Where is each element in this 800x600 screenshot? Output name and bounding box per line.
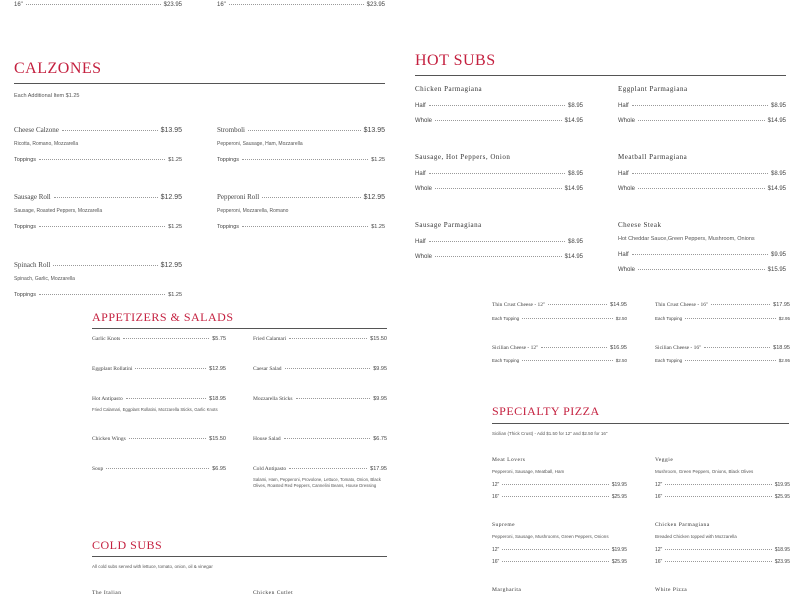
menu-item: Caesar Salad $9.95 (253, 366, 387, 372)
top-right-row (217, 2, 385, 8)
menu-item (14, 126, 182, 134)
calzones-note: Each Additional Item $1.25 (14, 93, 80, 99)
menu-item: Sicilian Cheese - 12" $16.95 (492, 345, 627, 351)
item-name: Veggie (655, 457, 674, 463)
section-title-cold-subs: COLD SUBS (92, 538, 163, 552)
item-name: Meat Lovers (492, 457, 526, 463)
size-label: 16" (217, 2, 226, 8)
topping-row: Toppings $1.25 (217, 157, 385, 163)
item-name: The Italian (92, 590, 122, 596)
divider (415, 75, 786, 76)
size-row: 12" $19.95 (655, 482, 790, 488)
item-description: Breaded Chicken topped with Mozzarella (655, 534, 737, 539)
item-name: Supreme (492, 522, 516, 528)
price: $23.95 (366, 2, 385, 8)
item-description: Fried Calamari, Eggplant Rollatini, Mozzarella Sticks, Garlic Knots (92, 407, 218, 412)
size-row: 16" $25.95 (655, 494, 790, 500)
item-description: Hot Cheddar Sauce,Green Peppers, Mushroom, Onions (618, 236, 755, 242)
item-name: Sausage Roll (14, 193, 51, 201)
item-price: $13.95 (363, 127, 385, 134)
divider (92, 556, 387, 557)
size-row: 16" $25.95 (492, 494, 627, 500)
item-name: Sausage, Hot Peppers, Onion (415, 153, 511, 161)
menu-item: Chicken Wings $15.50 (92, 436, 226, 442)
topping-row: Toppings $1.25 (217, 224, 385, 230)
whole-row: Whole $14.95 (415, 186, 583, 192)
item-name: Margharita (492, 587, 522, 593)
size-row: 16" $25.95 (492, 559, 627, 565)
divider (14, 83, 385, 84)
topping-row: Toppings $1.25 (14, 292, 182, 298)
divider (92, 328, 387, 329)
divider (492, 423, 789, 424)
topping-row: Each Topping $2.95 (655, 358, 790, 363)
topping-row: Each Topping $2.95 (655, 316, 790, 321)
menu-item (217, 126, 385, 134)
size-label: 16" (14, 2, 23, 8)
item-price: $12.95 (160, 262, 182, 269)
item-name: Eggplant Parmagiana (618, 85, 688, 93)
item-name: Stromboli (217, 126, 246, 134)
whole-row: Whole $14.95 (415, 118, 583, 124)
menu-item: House Salad $6.75 (253, 436, 387, 442)
topping-row: Each Topping $2.50 (492, 316, 627, 321)
whole-row: Whole $14.95 (618, 186, 786, 192)
size-row: 12" $19.95 (492, 482, 627, 488)
whole-row: Whole $14.95 (618, 118, 786, 124)
item-description: Pepperoni, Sausage, Ham, Mozzarella (217, 141, 303, 147)
half-row: Half $8.95 (415, 171, 583, 177)
menu-item: Mozzarella Sticks $9.95 (253, 396, 387, 402)
item-name: Chicken Cutlet (253, 590, 294, 596)
top-left-row (14, 2, 182, 8)
section-title-appetizers: APPETIZERS & SALADS (92, 310, 234, 324)
menu-item: Sicilian Cheese - 16" $18.95 (655, 345, 790, 351)
topping-row: Toppings $1.25 (14, 224, 182, 230)
item-name: Cheese Steak (618, 221, 662, 229)
item-name: Chicken Parmagiana (415, 85, 483, 93)
item-name: Cheese Calzone (14, 126, 59, 134)
item-name: Meatball Parmagiana (618, 153, 688, 161)
item-price: $12.95 (363, 194, 385, 201)
item-name: Spinach Roll (14, 261, 51, 269)
item-name: Sausage Parmagiana (415, 221, 482, 229)
menu-item: Soup $6.95 (92, 466, 226, 472)
menu-item: Thin Crust Cheese - 16" $17.95 (655, 302, 790, 308)
item-price: $13.95 (160, 127, 182, 134)
menu-item (14, 261, 182, 269)
item-description: Spinach, Garlic, Mozzarella (14, 276, 75, 282)
half-row: Half $8.95 (618, 171, 786, 177)
size-row: 12" $18.95 (655, 547, 790, 553)
topping-row: Each Topping $2.50 (492, 358, 627, 363)
topping-row: Toppings $1.25 (14, 157, 182, 163)
item-description: Sausage, Roasted Peppers, Mozzarella (14, 208, 103, 214)
size-row: 12" $19.95 (492, 547, 627, 553)
item-name: Pepperoni Roll (217, 193, 260, 201)
price: $23.95 (163, 2, 182, 8)
whole-row: Whole $15.95 (618, 267, 786, 273)
whole-row: Whole $14.95 (415, 254, 583, 260)
item-description: Pepperoni, Mozzarella, Romano (217, 208, 289, 214)
item-name: Chicken Parmagiana (655, 522, 710, 528)
menu-item (14, 193, 182, 201)
half-row: Half $8.95 (415, 103, 583, 109)
menu-item (217, 193, 385, 201)
item-price: $12.95 (160, 194, 182, 201)
item-name: White Pizza (655, 587, 688, 593)
cold-subs-note: All cold subs served with lettuce, tomato, onion, oil & vinegar (92, 564, 213, 569)
size-row: 16" $23.95 (655, 559, 790, 565)
menu-item: Cold Antipasto $17.95 (253, 466, 387, 472)
item-description: Pepperoni, Sausage, Meatball, Ham (492, 469, 565, 474)
menu-item: Garlic Knots $5.75 (92, 336, 226, 342)
specialty-note: Sicilian (Thick Crust) - Add $1.50 for 12" and $2.50 for 16" (492, 431, 608, 436)
half-row: Half $8.95 (618, 103, 786, 109)
menu-item: Thin Crust Cheese - 12" $14.95 (492, 302, 627, 308)
item-description: Ricotta, Romano, Mozzarella (14, 141, 79, 147)
menu-item: Hot Antipasto $18.95 (92, 396, 226, 402)
menu-item: Fried Calamari $15.50 (253, 336, 387, 342)
item-description: Pepperoni, Sausage, Mushrooms, Green Peppers, Onions (492, 534, 609, 539)
section-title-specialty-pizza: SPECIALTY PIZZA (492, 404, 600, 418)
item-description: Salami, Ham, Pepperoni, Provolone, Lettuce, Tomato, Onion, Black Olives, Roasted Red Peppers, Cannelini Beans, House Dressing (253, 477, 381, 489)
menu-item: Eggplant Rollatini $12.95 (92, 366, 226, 372)
half-row: Half $8.95 (415, 239, 583, 245)
section-title-hot-subs: HOT SUBS (415, 52, 496, 69)
half-row: Half $9.95 (618, 252, 786, 258)
item-description: Mushroom, Green Peppers, Onions, Black Olives (655, 469, 754, 474)
section-title-calzones: CALZONES (14, 60, 102, 77)
